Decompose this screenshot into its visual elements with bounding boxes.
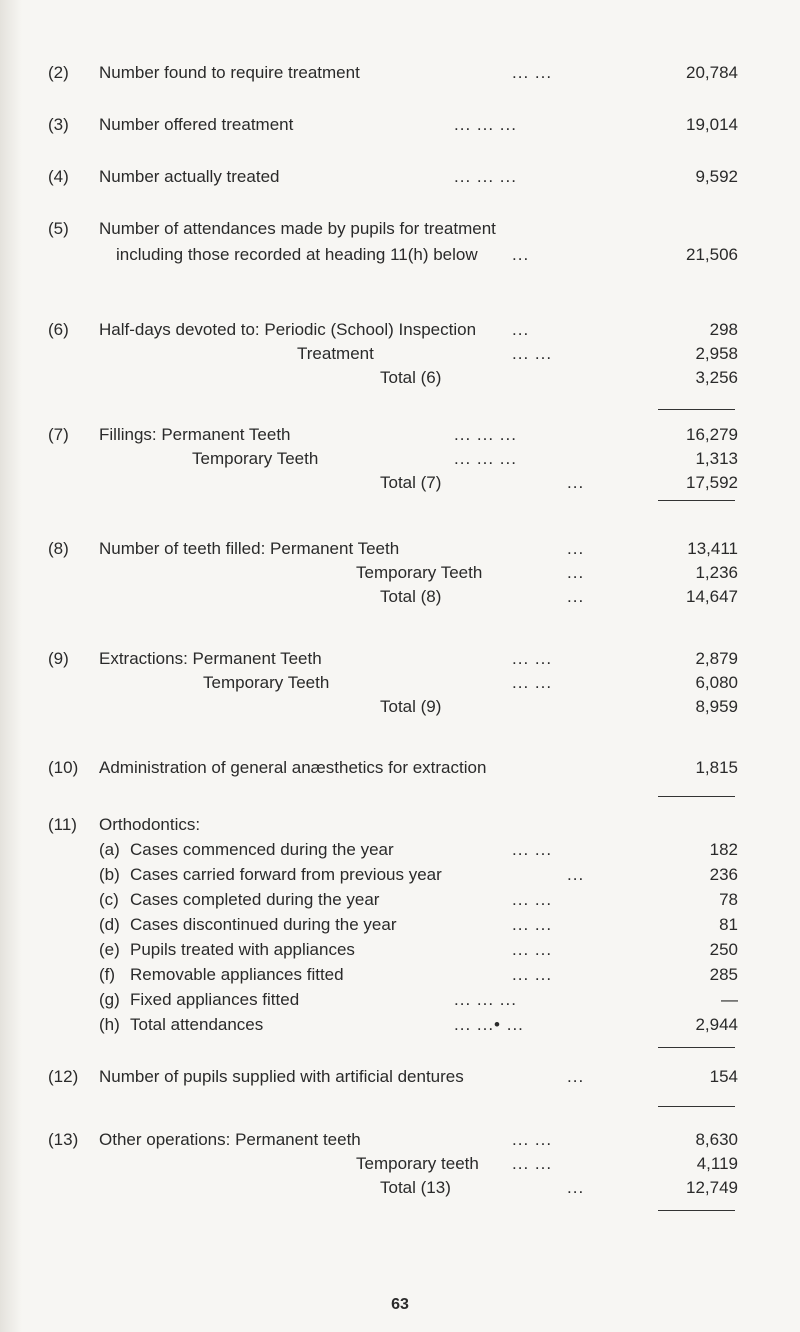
sub-label: Pupils treated with appliances [130,940,355,959]
item-number: (6) [48,320,69,339]
total-label: Total (13) [380,1178,451,1197]
sub-value: 236 [709,865,738,884]
orthodontics-row [0,1014,800,1036]
sub-key: (g) [99,990,120,1009]
leader-dots: ... ... [512,915,553,934]
item-number: (9) [48,649,69,668]
item-label: Number of attendances made by pupils for treatment [99,219,496,238]
total-rule [658,1047,735,1048]
item-value: 154 [709,1067,738,1086]
item-13-temporary [0,1153,800,1175]
item-label: Number of teeth filled: Permanent Teeth [99,539,400,558]
leader-dots: ... ... ... [454,990,517,1009]
total-label: Total (9) [380,697,442,716]
leader-dots: ... [512,320,530,339]
sub-key: (d) [99,915,120,934]
page-number: 63 [391,1296,409,1313]
total-rule [658,1210,735,1211]
item-label: Fillings: Permanent Teeth [99,425,291,444]
item-number: (4) [48,167,69,186]
leader-dots: ... [567,587,585,606]
item-label: Administration of general anæsthetics for extraction [99,758,487,777]
sub-label: Temporary teeth [356,1154,479,1173]
item-number: (5) [48,219,69,238]
item-3 [0,114,800,136]
item-number: (10) [48,758,79,777]
total-value: 8,959 [695,697,738,716]
orthodontics-row [0,864,800,886]
orthodontics-row [0,889,800,911]
sub-value: 78 [719,890,738,909]
orthodontics-row [0,914,800,936]
item-label-continued: including those recorded at heading 11(h) below [116,245,478,264]
item-value: 16,279 [686,425,738,444]
item-label: Extractions: Permanent Teeth [99,649,322,668]
orthodontics-row [0,964,800,986]
item-number: (2) [48,63,69,82]
item-label: Orthodontics: [99,815,201,834]
sub-label: Cases commenced during the year [130,840,394,859]
leader-dots: ... ... [512,344,553,363]
item-number: (3) [48,115,69,134]
leader-dots: ... [567,865,585,884]
item-9-total [0,696,800,718]
total-rule [658,1106,735,1107]
item-8 [0,538,800,560]
item-7 [0,424,800,446]
item-13-total [0,1177,800,1199]
sub-value: 182 [709,840,738,859]
item-9-temporary [0,672,800,694]
leader-dots: ... ... [512,1130,553,1149]
item-10 [0,757,800,779]
item-value: 9,592 [695,167,738,186]
sub-label: Temporary Teeth [356,563,483,582]
item-6 [0,319,800,341]
item-5-line-2 [0,244,800,266]
item-value: 20,784 [686,63,738,82]
item-8-total [0,586,800,608]
sub-label: Cases carried forward from previous year [130,865,442,884]
orthodontics-row [0,939,800,961]
total-label: Total (6) [380,368,442,387]
total-label: Total (8) [380,587,442,606]
item-6-total [0,367,800,389]
total-rule [658,500,735,501]
item-11 [0,814,800,836]
leader-dots: ... ... [512,940,553,959]
sub-key: (e) [99,940,120,959]
leader-dots: ... [567,473,585,492]
item-value: 1,815 [695,758,738,777]
sub-label: Temporary Teeth [203,673,330,692]
sub-label: Temporary Teeth [192,449,319,468]
sub-value: 1,236 [695,563,738,582]
sub-value: 250 [709,940,738,959]
sub-label: Treatment [297,344,374,363]
item-number: (8) [48,539,69,558]
item-4 [0,166,800,188]
leader-dots: ... [567,1067,585,1086]
item-number: (11) [48,815,77,834]
leader-dots: ... ... [512,965,553,984]
item-9 [0,648,800,670]
leader-dots: ... ...• ... [454,1015,524,1034]
sub-key: (a) [99,840,120,859]
item-label: Number offered treatment [99,115,294,134]
sub-value: 6,080 [695,673,738,692]
leader-dots: ... [567,1178,585,1197]
leader-dots: ... ... [512,890,553,909]
sub-value: 2,958 [695,344,738,363]
item-6-treatment [0,343,800,365]
sub-label: Removable appliances fitted [130,965,344,984]
sub-key: (h) [99,1015,120,1034]
item-value: 21,506 [686,245,738,264]
leader-dots: ... [512,245,530,264]
item-5-line-1 [0,218,800,240]
leader-dots: ... ... ... [454,167,517,186]
item-label: Number found to require treatment [99,63,360,82]
leader-dots: ... ... ... [454,115,517,134]
item-value: 2,879 [695,649,738,668]
item-label: Half-days devoted to: Periodic (School) Inspection [99,320,477,339]
item-label: Number actually treated [99,167,280,186]
item-12 [0,1066,800,1088]
total-value: 12,749 [686,1178,738,1197]
leader-dots: ... ... ... [454,425,517,444]
leader-dots: ... ... [512,673,553,692]
sub-value: 285 [709,965,738,984]
leader-dots: ... ... [512,1154,553,1173]
item-label: Other operations: Permanent teeth [99,1130,361,1149]
sub-value: — [721,990,738,1009]
sub-value: 81 [719,915,738,934]
sub-value: 2,944 [695,1015,738,1034]
leader-dots: ... [567,563,585,582]
leader-dots: ... ... ... [454,449,517,468]
total-value: 17,592 [686,473,738,492]
sub-key: (c) [99,890,119,909]
sub-key: (b) [99,865,120,884]
leader-dots: ... [567,539,585,558]
leader-dots: ... ... [512,840,553,859]
item-7-total [0,472,800,494]
item-value: 298 [709,320,738,339]
sub-label: Total attendances [130,1015,264,1034]
leader-dots: ... ... [512,649,553,668]
orthodontics-row [0,839,800,861]
item-value: 13,411 [687,539,738,558]
sub-key: (f) [99,965,116,984]
item-value: 19,014 [686,115,738,134]
leader-dots: ... ... [512,63,553,82]
orthodontics-row [0,989,800,1011]
item-number: (13) [48,1130,79,1149]
total-rule [658,409,735,410]
item-number: (7) [48,425,69,444]
total-rule [658,796,735,797]
sub-label: Cases discontinued during the year [130,915,397,934]
item-value: 8,630 [695,1130,738,1149]
sub-value: 4,119 [696,1154,738,1173]
total-label: Total (7) [380,473,442,492]
total-value: 3,256 [695,368,738,387]
item-2 [0,62,800,84]
sub-value: 1,313 [695,449,738,468]
sub-label: Cases completed during the year [130,890,380,909]
item-7-temporary [0,448,800,470]
item-label: Number of pupils supplied with artificial dentures [99,1067,464,1086]
item-8-temporary [0,562,800,584]
total-value: 14,647 [686,587,738,606]
item-number: (12) [48,1067,79,1086]
sub-label: Fixed appliances fitted [130,990,300,1009]
item-13 [0,1129,800,1151]
